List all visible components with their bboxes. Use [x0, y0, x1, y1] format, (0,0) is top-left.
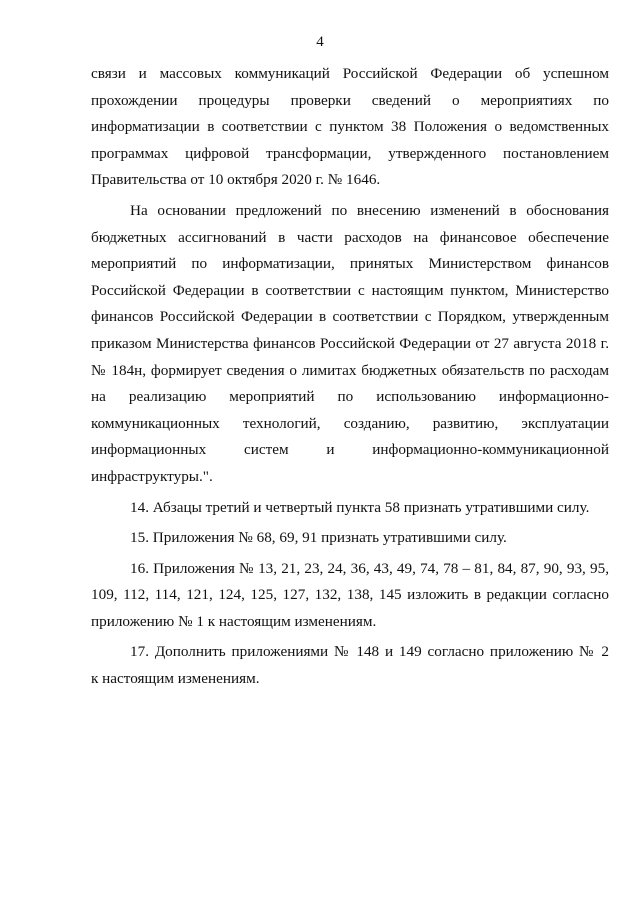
text-line: информационных систем и информационно-коммуникационной [91, 441, 609, 459]
text-line: 16. Приложения № 13, 21, 23, 24, 36, 43, 49, 74, 78 – 81, 84, 87, 90, 93, 95, [130, 559, 609, 577]
text-line: Российской Федерации в соответствии с настоящим пунктом, Министерство [91, 281, 609, 299]
text-line: на реализацию мероприятий по использованию информационно- [91, 388, 609, 406]
text-line: к настоящим изменениям. [91, 670, 260, 688]
paragraph-budget-limits [91, 198, 609, 491]
text-line: приказом Министерства финансов Российской Федерации от 27 августа 2018 г. [91, 334, 609, 352]
text-line: приложению № 1 к настоящим изменениям. [91, 612, 377, 630]
text-line: коммуникационных технологий, созданию, развитию, эксплуатации [91, 414, 609, 432]
text-line: связи и массовых коммуникаций Российской Федерации об успешном [91, 65, 609, 82]
text-line: Правительства от 10 октября 2020 г. № 1646. [91, 171, 381, 189]
text-line: инфраструктуры.". [91, 467, 213, 485]
list-item-17 [91, 639, 609, 692]
text-line: финансов Российской Федерации в соответствии с Порядком, утвержденным [91, 308, 609, 326]
text-line: мероприятий по информатизации, принятых Министерством финансов [91, 255, 609, 273]
document-body [91, 61, 609, 693]
text-line: 14. Абзацы третий и четвертый пункта 58 признать утратившими силу. [130, 498, 590, 516]
text-line: бюджетных ассигнований в части расходов на финансовое обеспечение [91, 228, 609, 246]
list-item-14 [91, 495, 609, 522]
paragraph-continuation [91, 61, 609, 194]
text-line: № 184н, формирует сведения о лимитах бюджетных обязательств по расходам [91, 361, 609, 379]
text-line: На основании предложений по внесению изменений в обоснования [130, 201, 609, 219]
text-line: информатизации в соответствии с пунктом 38 Положения о ведомственных [91, 118, 609, 136]
page-number: 4 [316, 34, 324, 50]
list-item-16 [91, 556, 609, 636]
list-item-15 [91, 525, 609, 552]
text-line: 109, 112, 114, 121, 124, 125, 127, 132, 138, 145 изложить в редакции согласно [91, 586, 609, 604]
text-line: программах цифровой трансформации, утвержденного постановлением [91, 144, 609, 162]
text-line: 15. Приложения № 68, 69, 91 признать утратившими силу. [130, 529, 507, 547]
text-line: 17. Дополнить приложениями № 148 и 149 согласно приложению № 2 [130, 643, 609, 661]
text-line: прохождении процедуры проверки сведений о мероприятиях по [91, 91, 609, 109]
